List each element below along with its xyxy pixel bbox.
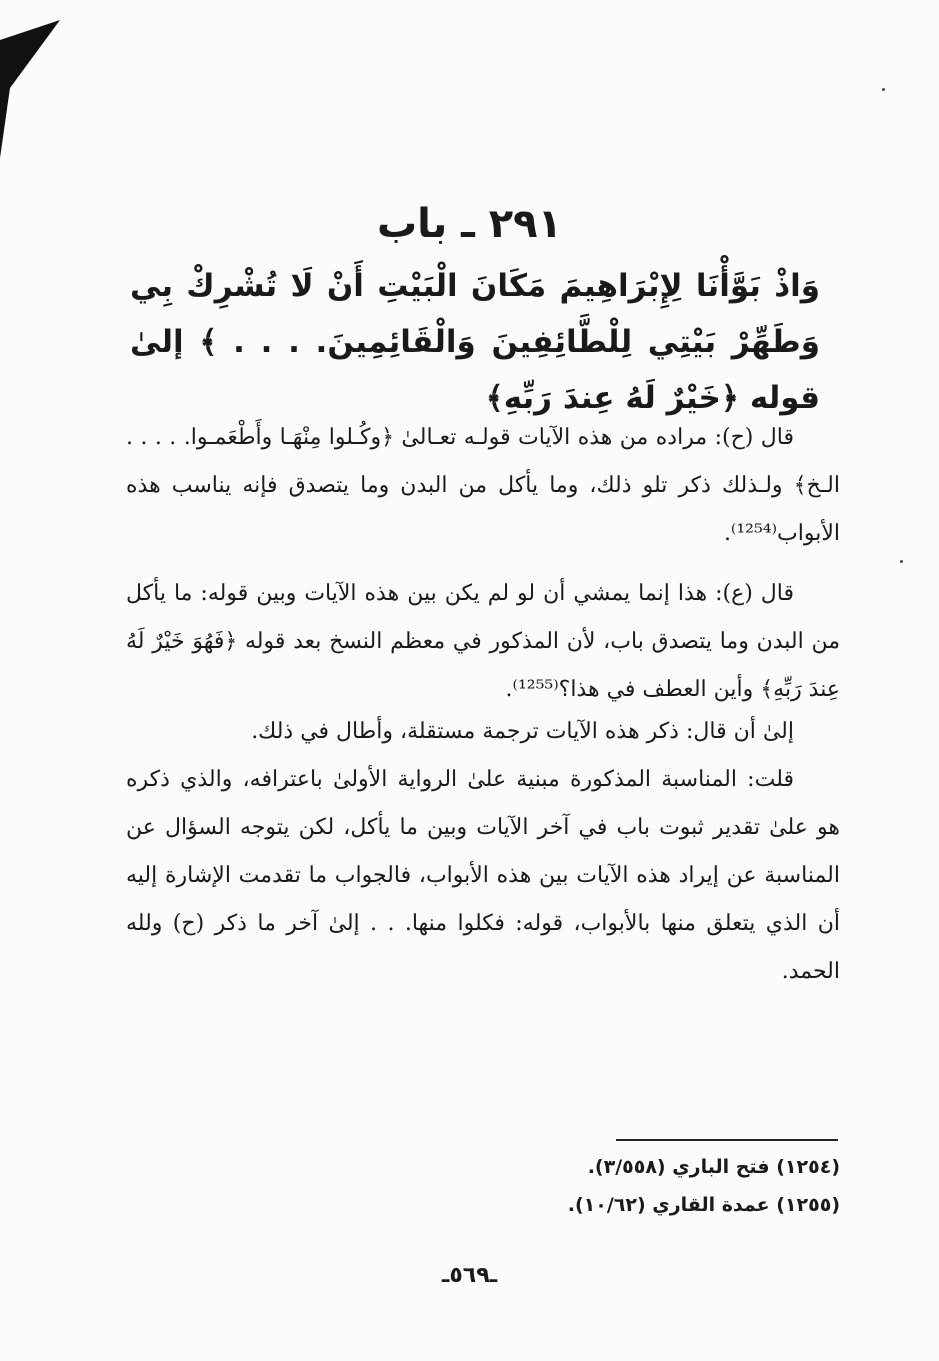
- scan-speck: [900, 560, 903, 563]
- paragraph-2: قال (ع): هذا إنما يمشي أن لو لم يكن بين هذه الآيات وبين قوله: ما يأكل من البدن وما يتصدق باب، لأن المذكور في معظم النسخ بعد قوله ﴿فَهُوَ خَيْرٌ لَهُ عِندَ رَبِّهِ﴾ وأين العطف في هذا؟⁽¹²⁵⁵⁾.: [126, 581, 840, 702]
- footnote-1254: (١٢٥٤) فتح الباري (٣/٥٥٨).: [587, 1156, 840, 1178]
- chapter-heading: ٢٩١ ـ باب: [376, 201, 562, 247]
- page-edge-mark: [0, 8, 64, 168]
- paragraph-4: قلت: المناسبة المذكورة مبنية علىٰ الرواية الأولىٰ باعترافه، والذي ذكره هو علىٰ تقدير ثبوت باب في آخر الآيات وبين ما يأكل، لكن يتوجه السؤال عن المناسبة عن إيراد هذه الآيات بين هذه الأبواب، فالجواب ما تقدمت الإشارة إليه أن الذي يتعلق منها بالأبواب، قوله: فكلوا منها. . . إلىٰ آخر ما ذكر (ح) ولله الحمد.: [126, 767, 840, 984]
- page-number: ـ٥٦٩ـ: [441, 1263, 498, 1288]
- paragraph-1: قال (ح): مراده من هذه الآيات قولـه تعـالىٰ ﴿وكُـلوا مِنْهَـا وأَطْعَمـوا. . . . . الـخ﴾ ولـذلك ذكر تلو ذلك، وما يأكل من البدن وما يتصدق فإنه يناسب هذه الأبواب⁽¹²⁵⁴⁾.: [126, 425, 840, 546]
- footnote-divider: [616, 1139, 838, 1141]
- footnote-1255: (١٢٥٥) عمدة القاري (١٠/٦٢).: [567, 1194, 840, 1216]
- paragraph-3: إلىٰ أن قال: ذكر هذه الآيات ترجمة مستقلة، وأطال في ذلك.: [251, 719, 794, 744]
- scan-speck: [882, 88, 885, 91]
- footnotes: [300, 1148, 840, 1224]
- verse-heading: وَاذْ بَوَّأْنَا لِإِبْرَاهِيمَ مَكَانَ الْبَيْتِ أَنْ لَا تُشْرِكْ بِي وَطَهِّرْ بَيْتِي لِلْطَّائِفِينَ وَالْقَائِمِينَ. . . . ﴾ إلىٰ قوله ﴿خَيْرٌ لَهُ عِندَ رَبِّهِ﴾: [130, 268, 820, 416]
